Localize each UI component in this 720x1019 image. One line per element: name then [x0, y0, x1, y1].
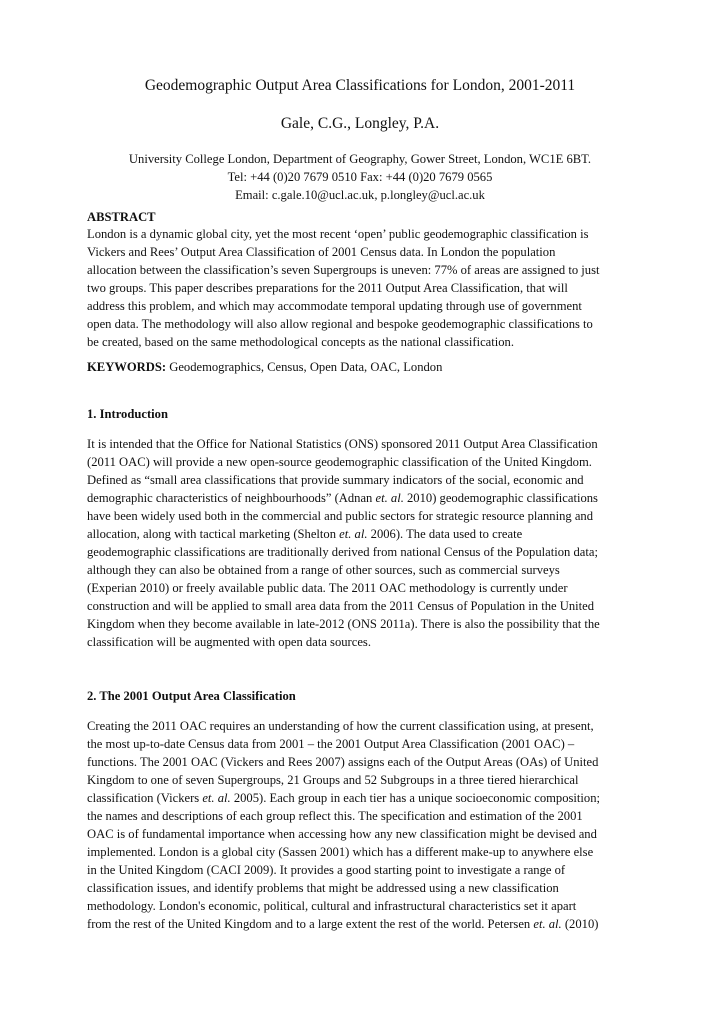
- text-line: [87, 915, 647, 933]
- italic-citation: et. al.: [339, 527, 368, 541]
- affiliation-block: [0, 150, 720, 204]
- text-line: [87, 789, 647, 807]
- keywords-line: [87, 360, 442, 375]
- text-line: two groups. This paper describes preparations for the 2011 Output Area Classification, that will: [87, 281, 568, 295]
- text-line: address this problem, and which may accommodate temporal updating through use of government: [87, 299, 582, 313]
- keywords-text: Geodemographics, Census, Open Data, OAC, London: [166, 360, 443, 374]
- text-segment: from the rest of the United Kingdom and to a large extent the rest of the world. Petersen: [87, 917, 534, 931]
- paper-authors: Gale, C.G., Longley, P.A.: [280, 115, 440, 132]
- italic-citation: et. al.: [375, 491, 404, 505]
- text-line: (2011 OAC) will provide a new open-source geodemographic classification of the United Kingdom.: [87, 455, 592, 469]
- paper-title: Geodemographic Output Area Classifications for London, 2001-2011: [144, 77, 576, 94]
- text-line: open data. The methodology will also allow regional and bespoke geodemographic classifications to: [87, 317, 593, 331]
- text-line: the most up-to-date Census data from 2001 – the 2001 Output Area Classification (2001 OAC) –: [87, 737, 575, 751]
- text-line: It is intended that the Office for National Statistics (ONS) sponsored 2011 Output Area Classification: [87, 437, 598, 451]
- text-line: functions. The 2001 OAC (Vickers and Rees 2007) assigns each of the Output Areas (OAs) of United: [87, 755, 599, 769]
- abstract-body: [87, 225, 647, 351]
- affiliation-line: University College London, Department of Geography, Gower Street, London, WC1E 6BT.: [128, 152, 592, 166]
- abstract-heading: ABSTRACT: [87, 210, 156, 224]
- text-line: have been widely used both in the commercial and public sectors for strategic resource planning and: [87, 509, 594, 523]
- text-line: (Experian 2010) or freely available public data. The 2011 OAC methodology is currently under: [87, 581, 568, 595]
- contact-email-line: Email: c.gale.10@ucl.ac.uk, p.longley@ucl.ac.uk: [235, 188, 485, 202]
- text-line: the names and descriptions of each group reflect this. The specification and estimation of the 2001: [87, 809, 583, 823]
- text-line: in the United Kingdom (CACI 2009). It provides a good starting point to investigate a range of: [87, 863, 566, 877]
- text-segment: (2010): [561, 917, 599, 931]
- text-line: Kingdom to one of seven Supergroups, 21 Groups and 52 Subgroups in a three tiered hierarchical: [87, 773, 579, 787]
- text-line: Defined as “small area classifications that provide summary indicators of the social, economic and: [87, 473, 584, 487]
- italic-citation: et. al.: [202, 791, 231, 805]
- section1-heading: 1. Introduction: [87, 407, 168, 421]
- text-line: London is a dynamic global city, yet the most recent ‘open’ public geodemographic classification is: [87, 227, 589, 241]
- text-line: allocation between the classification’s seven Supergroups is uneven: 77% of areas are assigned to just: [87, 263, 600, 277]
- text-line: methodology. London's economic, political, cultural and infrastructural characteristics set it apart: [87, 899, 577, 913]
- section2-body: [87, 717, 647, 933]
- text-line: although they can also be obtained from a range of other sources, such as commercial surveys: [87, 563, 560, 577]
- text-segment: classification (Vickers: [87, 791, 203, 805]
- italic-citation: et. al.: [533, 917, 562, 931]
- section1-body: [87, 435, 647, 651]
- text-line: classification will be augmented with open data sources.: [87, 635, 371, 649]
- text-segment: 2006). The data used to create: [367, 527, 523, 541]
- text-line: [87, 489, 647, 507]
- contact-phone-line: Tel: +44 (0)20 7679 0510 Fax: +44 (0)20 7679 0565: [227, 170, 493, 184]
- text-line: Creating the 2011 OAC requires an understanding of how the current classification using, at present,: [87, 719, 594, 733]
- text-line: be created, based on the same methodological concepts as the national classification.: [87, 335, 514, 349]
- text-segment: 2005). Each group in each tier has a unique socioeconomic composition;: [230, 791, 601, 805]
- keywords-label: KEYWORDS:: [87, 360, 167, 374]
- text-line: Kingdom when they become available in late-2012 (ONS 2011a). There is also the possibility that the: [87, 617, 600, 631]
- text-segment: 2010) geodemographic classifications: [403, 491, 598, 505]
- text-line: [87, 525, 647, 543]
- text-segment: allocation, along with tactical marketing (Shelton: [87, 527, 340, 541]
- text-line: geodemographic classifications are traditionally derived from national Census of the Population data;: [87, 545, 598, 559]
- text-segment: demographic characteristics of neighbourhoods” (Adnan: [87, 491, 376, 505]
- text-line: OAC is of fundamental importance when accessing how any new classification might be devised and: [87, 827, 597, 841]
- text-line: construction and will be applied to small area data from the 2011 Census of Population in the United: [87, 599, 595, 613]
- section2-heading: 2. The 2001 Output Area Classification: [87, 689, 296, 703]
- text-line: implemented. London is a global city (Sassen 2001) which has a different make-up to anywhere else: [87, 845, 594, 859]
- text-line: Vickers and Rees’ Output Area Classification of 2001 Census data. In London the population: [87, 245, 556, 259]
- text-line: classification issues, and identify problems that might be addressed using a new classification: [87, 881, 559, 895]
